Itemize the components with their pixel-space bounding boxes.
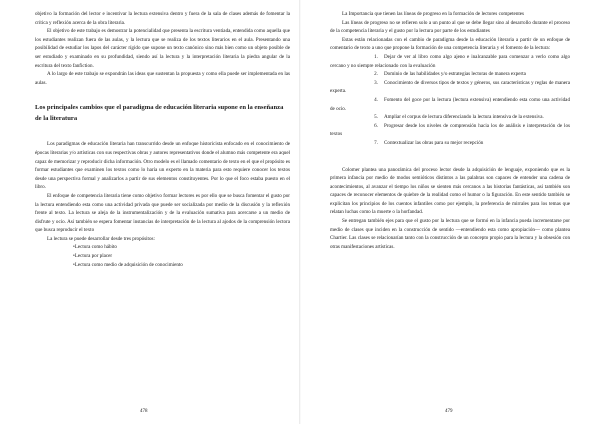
left-paragraph-5: El enfoque de competencia literaria tiene como objetivo formar lectores es por ello que se busca fomentar el gusto por la lectura entendiendo esta como una actividad privada que puede ser socializada por medio de la discusión y la reflexión frente al texto. La lectura se aleja de la instrumentalización y de la evaluación sumativa para acercarse a un medio de disfrute y ocio. Así también se espera fomentar instancias de interpretación de la lectura al ajodos de la comprensión lectora que busca reproducir el texto [35,192,290,234]
blank-space [330,148,570,166]
list-item [330,96,570,113]
item-number: 6. [374,122,378,129]
section-heading: Los principales cambios que el paradigma de educación literaria supone en la enseñanza de la literatura [35,104,284,122]
list-item: •Lectura como medio de adquisición de conocimiento [73,261,183,268]
item-text: Conocimiento de diversos tipos de textos y géneros, sus características y reglas de manera experta. [330,79,570,95]
item-number: 2. [374,71,378,78]
list-item: •Lectura como hábito [73,244,117,251]
item-number: 7. [374,139,378,146]
item-text: Dominio de las habilidades y/o estrategias lectoras de manera experta [384,71,526,78]
list-item [330,139,570,148]
left-paragraph-3: A lo largo de este trabajo se expondrán las ideas que sustentan la propuesta y como ella puede ser implementada en las aulas. [35,71,290,86]
item-number: 1. [374,53,378,60]
progress-lines-list [330,53,570,148]
item-text: Ampliar el corpus de lectura diferenciando la lectura intensiva de la extensiva. [384,114,544,121]
right-page [300,0,600,424]
item-number: 4. [374,96,378,103]
list-item: •Lectura por placer [73,253,113,260]
item-text: Dejar de ver al libro como algo ajeno e inalcanzable para comenzar a verlo como algo cercano y no siempre relacionado con la evaluación [330,53,570,69]
right-paragraph-5: Se entregan también ejes para que el gusto por la lectura que se formó en la infancia pueda incrementarse por medio de clases que inciden en la construcción de sentido —entendiendo esta como apropiación— como plantea Chartier. Las clases se relacionarían tanto con la construcción de un concepto propio para la lectura y la obsesión con otras manifestaciones artísticas. [330,218,570,250]
list-item [330,113,570,122]
list-item [330,122,570,139]
right-paragraph-2: Las líneas de progreso no se refieren solo a un punto al que se debe llegar sino al desarrollo durante el proceso de la competencia literaria y el gusto por la lectura por parte de los estudiantes [330,19,570,35]
item-text: Fomento del goce por la lectura (lectura extensiva) entendiendo esta como una actividad de ocio. [330,96,570,112]
page-number-left: 478 [140,409,148,414]
list-item [330,53,570,70]
left-paragraph-6: La lectura se puede desarrollar desde tres propósitos: [47,235,155,242]
item-number: 3. [374,79,378,86]
right-paragraph-4: Colomer plantea una panorámica del proceso lector desde la adquisición de lenguaje, exponiendo que es la primera infancia por medio de modos semióticos distintos a las palabras son capaces de entender una cadena de acontecimientos, al avanzar el tiempo los niños se sienten más cercanos a las historias fantásticas, así también son capaces de reconocer elementos de quiebre de la realidad como el humor o la figuración. En este sentido también se explicitan los principios de los cuentos infantiles como por ejemplo, la preferencia de mirrales para los temas que relatan luchas como la muerte o la horfandad. [330,166,570,216]
left-paragraph-1: objetivo la formación del lector e incentivar la lectura extensiva dentro y fuera de la sala de clases además de fomentar la crítica y reflexión acerca de la obra literaria. [35,11,290,26]
right-paragraph-1: La Importancia que tienen las líneas de progreso en la formación de lectores competentes [342,11,525,17]
list-item [330,79,570,96]
item-text: Progresar desde los niveles de comprensión hacia los de análisis e interpretación de los textos [330,122,570,138]
page-number-right: 479 [445,409,453,414]
item-number: 5. [374,114,378,121]
right-paragraph-3: Estas están relacionadas con el cambio de paradigma desde la educación literaria a partir de un enfoque de comentario de texto a uno que propone la formación de una competencia literaria y el fomento de la lectura: [330,36,570,52]
list-item [330,70,570,79]
item-text: Contextualizar las obras para su mejor recepción [384,139,484,146]
left-paragraph-2: El objetivo de este trabajo es demostrar la potencialidad que presenta la escritura ventiada, entendida como aquella que los estudiantes realizan fuera de las aulas, y la lectura que se realiza de los textos literarios en el aula. Presentando una posibilidad de estudiar los lapos del carácter rígido que supone un texto canónico sino más bien como un objeto posible de ser estudiado y examinado en su profundidad, siendo así la lectura y la interpretación literaria la piedra angular de la escritura del texto fanfiction. [35,28,290,69]
purpose-list [35,243,290,269]
left-paragraph-4: Los paradigmas de educación literaria han transcurrido desde un enfoque historicista enfocado en el conocimiento de épocas literarias y/o artísticas con sus respectivas obras y autores representativos donde el alumno más competente era aquel capaz de memorizar y reproducir dicha información. Otro modelo es el llamado comentario de texto en el que el propósito es formar estudiantes que examinen los textos como lo haría un experto en la materia para esto requiere conocer los textos desde una perspectiva formal y analizarlos a partir de sus elementos constituyentes. Por lo que el foco estaba puesto en el libro. [35,141,290,191]
